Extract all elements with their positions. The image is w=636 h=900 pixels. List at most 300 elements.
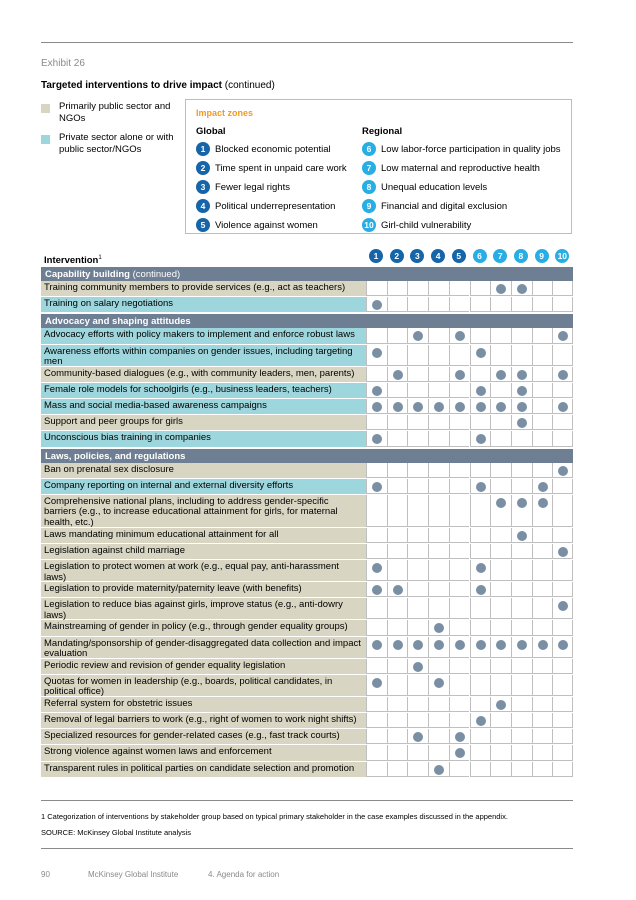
impact-dot <box>496 370 506 380</box>
cell-zone-8 <box>511 762 532 777</box>
impact-dot <box>434 678 444 688</box>
cell-zone-8 <box>511 675 532 696</box>
cell-zone-5 <box>449 582 470 597</box>
table-row <box>41 729 573 745</box>
intervention-label: Legislation to reduce bias against girls, improve status (e.g., anti-dowry laws) <box>41 598 366 619</box>
cell-zone-1 <box>366 399 387 414</box>
cell-zone-2 <box>387 675 408 696</box>
cell-zone-1 <box>366 729 387 744</box>
global-heading: Global <box>196 126 226 137</box>
zone-label: Unequal education levels <box>381 182 488 193</box>
table-row <box>41 281 573 297</box>
intervention-label: Periodic review and revision of gender equality legislation <box>41 659 366 674</box>
cell-zone-1 <box>366 479 387 494</box>
cell-zone-2 <box>387 620 408 635</box>
cell-zone-8 <box>511 328 532 343</box>
impact-dot <box>558 547 568 557</box>
cell-zone-2 <box>387 544 408 559</box>
section-header <box>41 266 573 281</box>
column-header-9: 9 <box>535 249 549 263</box>
cell-zone-8 <box>511 729 532 744</box>
cell-zone-10 <box>552 281 573 296</box>
zone-number-badge: 2 <box>196 161 210 175</box>
impact-dot <box>517 386 527 396</box>
cell-zone-7 <box>490 560 511 581</box>
impact-dot <box>517 284 527 294</box>
cell-zone-2 <box>387 697 408 712</box>
cell-zone-6 <box>470 560 491 581</box>
cell-zone-1 <box>366 383 387 398</box>
cell-zone-5 <box>449 328 470 343</box>
table-row <box>41 544 573 560</box>
impact-dot <box>372 402 382 412</box>
cell-zone-7 <box>490 659 511 674</box>
impact-dot <box>372 386 382 396</box>
impact-dot <box>455 370 465 380</box>
impact-dot <box>455 331 465 341</box>
table-row <box>41 675 573 697</box>
cell-zone-1 <box>366 560 387 581</box>
cell-zone-4 <box>428 697 449 712</box>
cell-zone-2 <box>387 281 408 296</box>
table-row <box>41 367 573 383</box>
table-row <box>41 431 573 447</box>
cell-zone-5 <box>449 528 470 543</box>
section-title: Laws, policies, and regulations <box>45 450 186 462</box>
impact-dot <box>434 402 444 412</box>
table-row <box>41 620 573 636</box>
cell-zone-7 <box>490 729 511 744</box>
table-row <box>41 328 573 344</box>
intervention-label: Ban on prenatal sex disclosure <box>41 463 366 478</box>
cell-zone-5 <box>449 659 470 674</box>
impact-dot <box>517 402 527 412</box>
impact-dot <box>413 640 423 650</box>
impact-dot <box>455 640 465 650</box>
zone-number-badge: 6 <box>362 142 376 156</box>
table-row <box>41 659 573 675</box>
impact-dot <box>455 402 465 412</box>
cell-zone-2 <box>387 729 408 744</box>
cell-zone-3 <box>407 560 428 581</box>
impact-dot <box>476 563 486 573</box>
cell-zone-4 <box>428 620 449 635</box>
intervention-header <box>44 255 102 266</box>
impact-dot <box>517 498 527 508</box>
cell-zone-1 <box>366 620 387 635</box>
column-header-6: 6 <box>473 249 487 263</box>
cell-zone-2 <box>387 560 408 581</box>
impact-dot <box>496 284 506 294</box>
cell-zone-8 <box>511 713 532 728</box>
cell-zone-9 <box>532 328 553 343</box>
interventions-table <box>41 248 573 778</box>
impact-dot <box>372 434 382 444</box>
impact-dot <box>455 748 465 758</box>
cell-zone-7 <box>490 431 511 446</box>
impact-dot <box>393 370 403 380</box>
table-row <box>41 762 573 778</box>
legend-private <box>41 132 181 155</box>
cell-zone-2 <box>387 495 408 527</box>
source: SOURCE: McKinsey Global Institute analysis <box>41 828 192 837</box>
cell-zone-4 <box>428 297 449 312</box>
title-rest: (continued) <box>221 80 275 91</box>
cell-zone-1 <box>366 598 387 619</box>
cell-zone-5 <box>449 598 470 619</box>
zone-label: Low maternal and reproductive health <box>381 163 540 174</box>
cell-zone-1 <box>366 637 387 658</box>
cell-zone-6 <box>470 713 491 728</box>
cell-zone-9 <box>532 399 553 414</box>
intervention-label: Advocacy efforts with policy makers to implement and enforce robust laws <box>41 328 366 343</box>
cell-zone-1 <box>366 659 387 674</box>
impact-dot <box>413 402 423 412</box>
cell-zone-7 <box>490 598 511 619</box>
cell-zone-2 <box>387 328 408 343</box>
cell-zone-7 <box>490 297 511 312</box>
impact-dot <box>476 386 486 396</box>
exhibit-title <box>41 80 275 91</box>
impact-zones-title: Impact zones <box>196 108 254 118</box>
impact-dot <box>372 300 382 310</box>
intervention-label: Quotas for women in leadership (e.g., boards, political candidates, in political office) <box>41 675 366 696</box>
cell-zone-1 <box>366 345 387 366</box>
intervention-label: Awareness efforts within companies on gender issues, including targeting men <box>41 345 366 366</box>
zone-label: Blocked economic potential <box>215 144 331 155</box>
cell-zone-4 <box>428 598 449 619</box>
cell-zone-6 <box>470 297 491 312</box>
intervention-label: Unconscious bias training in companies <box>41 431 366 446</box>
impact-dot <box>517 531 527 541</box>
cell-zone-3 <box>407 399 428 414</box>
cell-zone-6 <box>470 675 491 696</box>
cell-zone-6 <box>470 729 491 744</box>
cell-zone-9 <box>532 659 553 674</box>
cell-zone-4 <box>428 582 449 597</box>
cell-zone-5 <box>449 415 470 430</box>
intervention-label: Removal of legal barriers to work (e.g., right of women to work night shifts) <box>41 713 366 728</box>
cell-zone-7 <box>490 281 511 296</box>
section-header <box>41 448 573 463</box>
column-header-10: 10 <box>555 249 569 263</box>
cell-zone-4 <box>428 345 449 366</box>
impact-zones-box <box>185 99 572 234</box>
intervention-label: Training on salary negotiations <box>41 297 366 312</box>
cell-zone-9 <box>532 729 553 744</box>
intervention-label: Mandating/sponsorship of gender-disaggregated data collection and impact evaluation <box>41 637 366 658</box>
impact-dot <box>558 402 568 412</box>
impact-dot <box>517 370 527 380</box>
column-header-7: 7 <box>493 249 507 263</box>
cell-zone-6 <box>470 415 491 430</box>
column-header-8: 8 <box>514 249 528 263</box>
cell-zone-7 <box>490 383 511 398</box>
cell-zone-3 <box>407 431 428 446</box>
impact-dot <box>476 482 486 492</box>
cell-zone-4 <box>428 415 449 430</box>
cell-zone-9 <box>532 713 553 728</box>
table-row <box>41 345 573 367</box>
cell-zone-4 <box>428 713 449 728</box>
cell-zone-3 <box>407 479 428 494</box>
cell-zone-3 <box>407 713 428 728</box>
table-row <box>41 528 573 544</box>
impact-dot <box>476 716 486 726</box>
cell-zone-2 <box>387 598 408 619</box>
cell-zone-3 <box>407 598 428 619</box>
cell-zone-7 <box>490 697 511 712</box>
cell-zone-4 <box>428 544 449 559</box>
cell-zone-8 <box>511 659 532 674</box>
column-header-4: 4 <box>431 249 445 263</box>
cell-zone-9 <box>532 544 553 559</box>
cell-zone-8 <box>511 281 532 296</box>
cell-zone-7 <box>490 495 511 527</box>
cell-zone-5 <box>449 745 470 760</box>
cell-zone-5 <box>449 345 470 366</box>
cell-zone-10 <box>552 495 573 527</box>
cell-zone-3 <box>407 297 428 312</box>
impact-dot <box>413 662 423 672</box>
cell-zone-6 <box>470 544 491 559</box>
cell-zone-7 <box>490 328 511 343</box>
cell-zone-3 <box>407 345 428 366</box>
intervention-header-text: Intervention <box>44 255 99 267</box>
cell-zone-8 <box>511 383 532 398</box>
cell-zone-8 <box>511 582 532 597</box>
impact-dot <box>434 623 444 633</box>
cell-zone-9 <box>532 431 553 446</box>
zone-label: Financial and digital exclusion <box>381 201 508 212</box>
legend-public-label: Primarily public sector and NGOs <box>59 101 171 124</box>
cell-zone-10 <box>552 598 573 619</box>
cell-zone-8 <box>511 415 532 430</box>
cell-zone-7 <box>490 399 511 414</box>
impact-dot <box>476 348 486 358</box>
cell-zone-9 <box>532 495 553 527</box>
intervention-label: Company reporting on internal and external diversity efforts <box>41 479 366 494</box>
cell-zone-10 <box>552 328 573 343</box>
impact-dot <box>558 370 568 380</box>
footnote-rule <box>41 800 573 801</box>
cell-zone-9 <box>532 528 553 543</box>
impact-dot <box>413 331 423 341</box>
zone-label: Girl-child vulnerability <box>381 220 472 231</box>
cell-zone-7 <box>490 637 511 658</box>
cell-zone-9 <box>532 762 553 777</box>
cell-zone-9 <box>532 637 553 658</box>
cell-zone-3 <box>407 659 428 674</box>
table-row <box>41 745 573 761</box>
cell-zone-10 <box>552 528 573 543</box>
cell-zone-5 <box>449 431 470 446</box>
cell-zone-1 <box>366 582 387 597</box>
cell-zone-6 <box>470 697 491 712</box>
impact-dot <box>372 640 382 650</box>
impact-dot <box>372 678 382 688</box>
impact-dot <box>393 585 403 595</box>
impact-dot <box>393 640 403 650</box>
cell-zone-4 <box>428 560 449 581</box>
intervention-label: Specialized resources for gender-related cases (e.g., fast track courts) <box>41 729 366 744</box>
table-row <box>41 697 573 713</box>
impact-dot <box>538 498 548 508</box>
intervention-label: Mass and social media-based awareness campaigns <box>41 399 366 414</box>
table-row <box>41 713 573 729</box>
impact-dot <box>455 732 465 742</box>
cell-zone-7 <box>490 463 511 478</box>
table-row <box>41 399 573 415</box>
cell-zone-3 <box>407 620 428 635</box>
impact-dot <box>476 585 486 595</box>
cell-zone-7 <box>490 675 511 696</box>
cell-zone-8 <box>511 297 532 312</box>
cell-zone-3 <box>407 463 428 478</box>
cell-zone-1 <box>366 697 387 712</box>
intervention-label: Training community members to provide services (e.g., act as teachers) <box>41 281 366 296</box>
impact-dot <box>372 563 382 573</box>
cell-zone-2 <box>387 659 408 674</box>
column-header-2: 2 <box>390 249 404 263</box>
impact-dot <box>476 640 486 650</box>
cell-zone-7 <box>490 415 511 430</box>
cell-zone-4 <box>428 431 449 446</box>
cell-zone-3 <box>407 729 428 744</box>
cell-zone-10 <box>552 479 573 494</box>
cell-zone-4 <box>428 528 449 543</box>
cell-zone-6 <box>470 528 491 543</box>
cell-zone-4 <box>428 745 449 760</box>
cell-zone-10 <box>552 415 573 430</box>
cell-zone-6 <box>470 637 491 658</box>
cell-zone-9 <box>532 560 553 581</box>
cell-zone-6 <box>470 367 491 382</box>
cell-zone-4 <box>428 762 449 777</box>
cell-zone-7 <box>490 345 511 366</box>
cell-zone-4 <box>428 479 449 494</box>
cell-zone-3 <box>407 675 428 696</box>
cell-zone-6 <box>470 745 491 760</box>
cell-zone-10 <box>552 659 573 674</box>
cell-zone-2 <box>387 528 408 543</box>
impact-dot <box>393 402 403 412</box>
cell-zone-2 <box>387 463 408 478</box>
cell-zone-10 <box>552 745 573 760</box>
cell-zone-1 <box>366 713 387 728</box>
cell-zone-7 <box>490 367 511 382</box>
cell-zone-9 <box>532 367 553 382</box>
cell-zone-1 <box>366 328 387 343</box>
cell-zone-10 <box>552 463 573 478</box>
cell-zone-10 <box>552 544 573 559</box>
cell-zone-2 <box>387 367 408 382</box>
impact-dot <box>372 585 382 595</box>
footnote-marker: 1 <box>98 255 102 261</box>
cell-zone-1 <box>366 431 387 446</box>
cell-zone-10 <box>552 383 573 398</box>
cell-zone-2 <box>387 637 408 658</box>
cell-zone-8 <box>511 544 532 559</box>
cell-zone-9 <box>532 383 553 398</box>
table-row <box>41 598 573 620</box>
intervention-label: Female role models for schoolgirls (e.g., business leaders, teachers) <box>41 383 366 398</box>
impact-dot <box>517 418 527 428</box>
intervention-label: Legislation to protect women at work (e.g., equal pay, anti-harassment laws) <box>41 560 366 581</box>
cell-zone-10 <box>552 675 573 696</box>
cell-zone-5 <box>449 762 470 777</box>
cell-zone-10 <box>552 560 573 581</box>
cell-zone-3 <box>407 762 428 777</box>
title-bold: Targeted interventions to drive impact <box>41 80 222 91</box>
cell-zone-6 <box>470 399 491 414</box>
exhibit-label: Exhibit 26 <box>41 58 85 69</box>
cell-zone-6 <box>470 328 491 343</box>
legend-private-label: Private sector alone or with public sector/NGOs <box>59 132 174 155</box>
cell-zone-8 <box>511 620 532 635</box>
cell-zone-4 <box>428 463 449 478</box>
cell-zone-10 <box>552 367 573 382</box>
cell-zone-8 <box>511 431 532 446</box>
impact-dot <box>434 640 444 650</box>
cell-zone-2 <box>387 762 408 777</box>
impact-dot <box>558 640 568 650</box>
zone-number-badge: 1 <box>196 142 210 156</box>
cell-zone-4 <box>428 637 449 658</box>
cell-zone-1 <box>366 528 387 543</box>
section-title: Advocacy and shaping attitudes <box>45 316 191 328</box>
cell-zone-5 <box>449 495 470 527</box>
cell-zone-1 <box>366 297 387 312</box>
table-row <box>41 297 573 313</box>
cell-zone-8 <box>511 697 532 712</box>
private-swatch <box>41 135 50 144</box>
cell-zone-3 <box>407 415 428 430</box>
zone-label: Political underrepresentation <box>215 201 336 212</box>
cell-zone-7 <box>490 528 511 543</box>
cell-zone-3 <box>407 544 428 559</box>
cell-zone-5 <box>449 637 470 658</box>
cell-zone-3 <box>407 367 428 382</box>
section-title: Capability building <box>45 269 130 280</box>
regional-heading: Regional <box>362 126 403 137</box>
column-header-1: 1 <box>369 249 383 263</box>
cell-zone-10 <box>552 431 573 446</box>
cell-zone-3 <box>407 495 428 527</box>
intervention-label: Laws mandating minimum educational attainment for all <box>41 528 366 543</box>
cell-zone-5 <box>449 297 470 312</box>
impact-dot <box>496 640 506 650</box>
cell-zone-3 <box>407 383 428 398</box>
cell-zone-4 <box>428 495 449 527</box>
intervention-label: Support and peer groups for girls <box>41 415 366 430</box>
cell-zone-4 <box>428 399 449 414</box>
top-rule <box>41 42 573 43</box>
cell-zone-10 <box>552 637 573 658</box>
cell-zone-9 <box>532 479 553 494</box>
cell-zone-6 <box>470 620 491 635</box>
impact-dot <box>476 402 486 412</box>
zone-label: Time spent in unpaid care work <box>215 163 347 174</box>
cell-zone-6 <box>470 762 491 777</box>
cell-zone-5 <box>449 281 470 296</box>
zone-label: Low labor-force participation in quality jobs <box>381 144 561 155</box>
cell-zone-7 <box>490 544 511 559</box>
cell-zone-5 <box>449 367 470 382</box>
cell-zone-9 <box>532 582 553 597</box>
cell-zone-9 <box>532 281 553 296</box>
zone-number-badge: 7 <box>362 161 376 175</box>
